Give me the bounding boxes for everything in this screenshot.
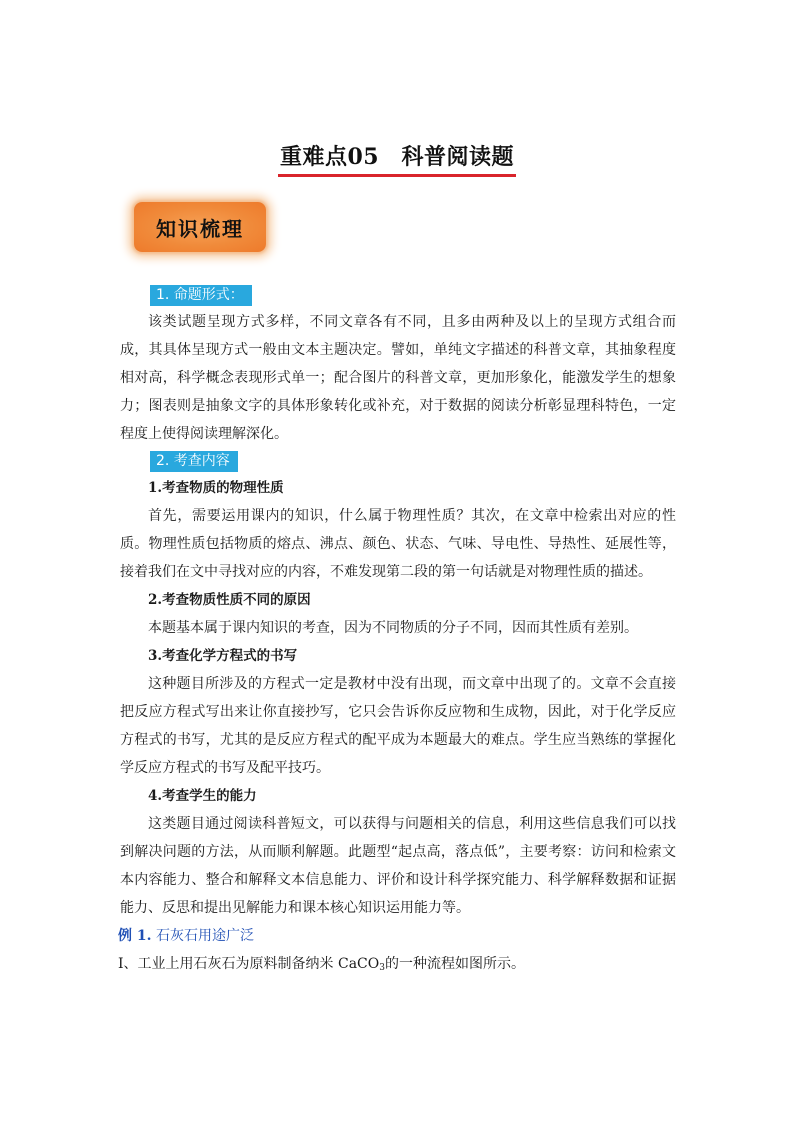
example-description xyxy=(118,950,676,982)
example-line xyxy=(118,922,676,950)
item-text: 这类题目通过阅读科普短文，可以获得与问题相关的信息，利用这些信息我们可以找到解决问题的方法，从而顺利解题。此题型“起点高，落点低”，主要考察：访问和检索文本内容能力、整合和解释文本信息能力、评价和设计科学探究能力、科学解释数据和证据能力、反思和提出见解能力和课本核心知识运用能力等。 xyxy=(120,816,676,916)
item-heading: 3.考查化学方程式的书写 xyxy=(148,648,298,664)
item-text: 本题基本属于课内知识的考查，因为不同物质的分子不同，因而其性质有差别。 xyxy=(148,620,638,636)
item-text: 这种题目所涉及的方程式一定是教材中没有出现，而文章中出现了的。文章不会直接把反应方程式写出来让你直接抄写，它只会告诉你反应物和生成物，因此，对于化学反应方程式的书写，尤其的是反应方程式的配平成为本题最大的难点。学生应当熟练的掌握化学反应方程式的书写及配平技巧。 xyxy=(120,676,676,776)
section-label-content: 2. 考查内容 xyxy=(150,451,238,472)
title-wrap xyxy=(0,140,794,177)
example-desc-subscript: 3 xyxy=(379,963,385,973)
example-title: 石灰石用途广泛 xyxy=(151,928,254,944)
page-title: 重难点05 科普阅读题 xyxy=(278,140,516,177)
section2-body xyxy=(120,474,676,982)
item-text: 首先，需要运用课内的知识，什么属于物理性质？其次，在文章中检索出对应的性质。物理性质包括物质的熔点、沸点、颜色、状态、气味、导电性、导热性、延展性等，接着我们在文中寻找对应的内容，不难发现第二段的第一句话就是对物理性质的描述。 xyxy=(120,508,676,580)
section-label-form: 1. 命题形式： xyxy=(150,285,252,306)
section1-paragraph: 该类试题呈现方式多样，不同文章各有不同，且多由两种及以上的呈现方式组合而成，其具体呈现方式一般由文本主题决定。譬如，单纯文字描述的科普文章，其抽象程度相对高，科学概念表现形式单一；配合图片的科普文章，更加形象化，能激发学生的想象力；图表则是抽象文字的具体形象转化或补充，对于数据的阅读分析彰显理科特色，一定程度上使得阅读理解深化。 xyxy=(120,314,676,442)
badge-background xyxy=(134,202,266,252)
item-heading: 4.考查学生的能力 xyxy=(148,788,257,804)
badge-label: 知识梳理 xyxy=(156,216,244,241)
item-heading: 1.考查物质的物理性质 xyxy=(148,480,284,496)
knowledge-badge xyxy=(128,196,274,260)
section1-body xyxy=(120,308,676,448)
item-heading: 2.考查物质性质不同的原因 xyxy=(148,592,311,608)
example-desc-prefix: I、工业上用石灰石为原料制备纳米 CaCO xyxy=(118,956,380,972)
example-label: 例 1. xyxy=(118,928,152,944)
example-desc-suffix: 的一种流程如图所示。 xyxy=(384,956,525,972)
